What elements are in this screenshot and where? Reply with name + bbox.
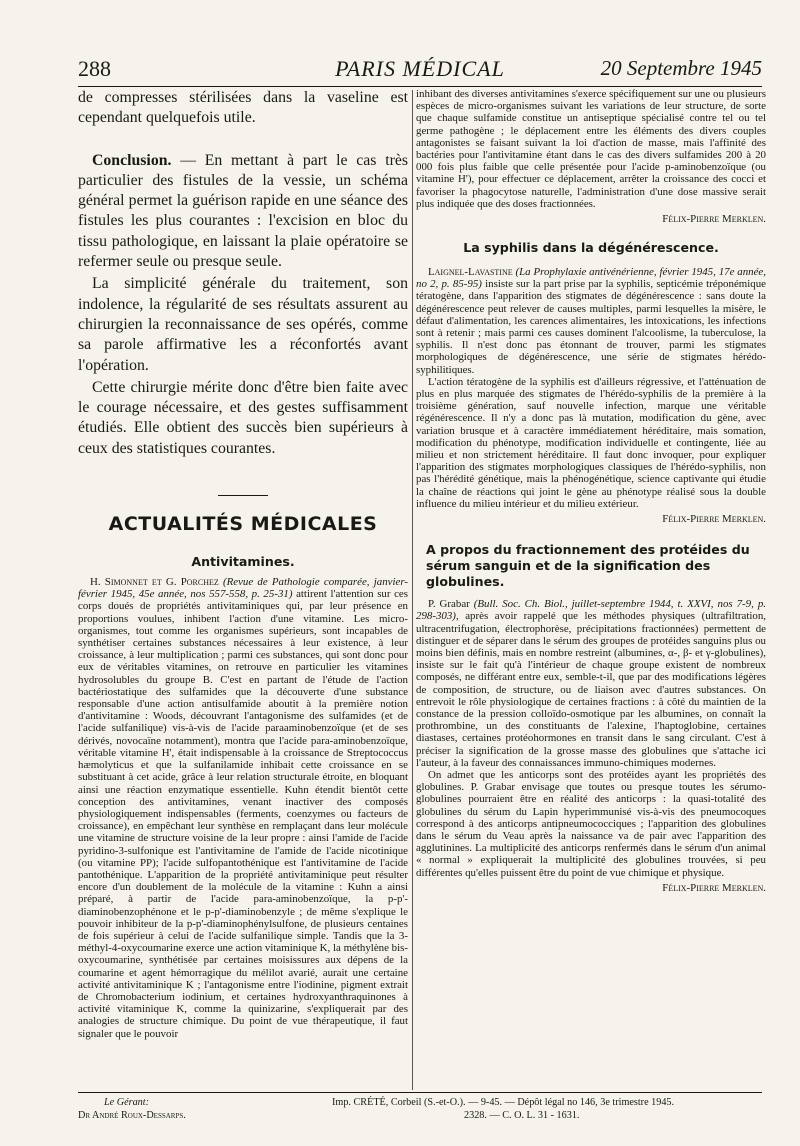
antivit-text: attirent l'attention sur ces corps doués de propriétés antivitaminiques qui, par leur présence en proportions voulues, inhibent l'action d'une vitamine. Les micro-organismes, tout comme les organismes supérieurs, sont incapables de synthétiser certaines substances nécessaires à leur existence, à leur croissance, à leur multiplication ; parmi ces substances, qui sont donc pour eux de véritables vitamines, on retrouve en particulier les vitamines hydrosolubles du groupe B. C'est en partant de l'étude de l'action bactériostatique des sulfamides que la découverte d'une substance responsable d'une action antisulfamide aboutit à la première notion d'antivitamine : Woods, découvrant l'antagonisme des sulfamides (et de l'acide sulfanilique) vis-à-vis de l'acide paraaminobenzoïque (et de ses dérivés, novocaïne notamment), montra que l'acide para-aminobenzoïque, véritable vitamine H', était indispensable à la croissance de Streptococcus hæmolyticus et que la sulfanilamide inhibait cette croissance en se substituant à cet acide, grâce à leur relation structurale étroite, en bloquant ainsi une réaction enzymatique essentielle. Kuhn étendit bientôt cette conception des antivitamines, venant inactiver des composés physiologiquement indispensables (ferments, coenzymes ou facteurs de croissance), en empêchant leur synthèse en remplaçant dans leur molécule une vitamine de structure voisine de la leur propre : ainsi l'amide de l'acide pyridino-3-sulfonique est l'antivitamine de l'amide de l'acide nicotinique (ou vitamine PP); l'acide sulfopantothénique est l'antivitamine de l'acide pantothénique. L'apparition de la propriété antivitaminique peut résulter encore d'un doublement de la molécule de la vitamine : Kuhn a ainsi préparé, à partir de l'acide para-aminobenzoïque, la p-p'-diaminobenzophénone et le p-p'-diaminobenzyle ; de même s'explique le pouvoir inhibiteur de la p-p'-diaminophénylsulfone, de plusieurs centaines de fois supérieur à celui de l'acide sulfanilique simple. Tandis que la 3-méthyl-4-oxycoumarine exerce une action vitaminique K, la méthylène bis-oxycoumarine, synthétisée par certaines moisissures aux dépens de la coumarine et agent hémorragique du mélilot avarié, aurait une certaine activité antivitaminique K ; l'antagonisme entre l'iodinine, pigment extrait de Chromobacterium iodinium, et certaines hydroxyanthraquinones à activité vitaminique K, comme la quinizarine, s'expliquerait par des analogies de structure chimique. Du point de vue thérapeutique, il faut signaler que le pouvoir [78,588,408,1040]
footer-rule [78,1092,762,1093]
proteides-paragraph-2: On admet que les anticorps sont des protéides ayant les propriétés des globulines. P. Grabar envisage que toutes ou presque toutes les sérumo-globulines pourraient être en réalité des anticorps : la quasi-totalité des globulines du sérum du Lapin hyperimmunisé vis-à-vis des pneumocoques correspond à des anticorps antipneumococciques ; l'apparition des globulines dans le sérum du Veau après la naissance va de pair avec l'apparition des agglutinines. La multiplicité des anticorps renfermés dans le sérum d'un animal « normal » expliquerait la multiplicité des globulines trouvées, si peu différentes qu'elles puissent être du point de vue chimique et physique. [416,768,766,879]
article-title-syphilis: La syphilis dans la dégénérescence. [463,240,719,256]
article-body-antivitamines [78,576,408,1040]
prot-text: , après avoir rappelé que les méthodes physiques (ultrafiltration, ultracentrifugation, électrophorèse, précipitations fractionnées) permettent de distinguer et de séparer dans le sérum des groupes de protéides sanguins plus ou moins bien définis, mais en nombre restreint (albumines, α-, β- et γ-globulines), insiste sur le fait qu'à l'intérieur de chaque groupe existent de nombreux composés, ne différant entre eux, semble-t-il, que par des modifications légères de composition, de structure, ou de liaison avec d'autres substances. On entrevoit le rôle physiologique de certaines fractions : à côté du maintien de la constance de la pression colloïdo-osmotique par les albumines, on connaît la prothrombine, un des constituants de l'alexine, l'haptoglobine, certaines diastases, certaines protéohormones en transit dans le sang circulant. C'est à préciser la signification de la grosse masse des globulines que s'attache ici l'auteur, à la faveur des connaissances immuno-chimiques modernes. [416,610,766,769]
signature-2: Félix-Pierre Merklen. [662,513,766,526]
footer-gerant [78,1096,278,1122]
article-title-antivitamines: Antivitamines. [191,554,295,570]
paragraph-simplicity: La simplicité générale du traitement, son indolence, la régularité de ses résultats assurent au chirurgien la reconnaissance de ses opérés, comme sa parole affirmative les a réconfortés avant l'opération. [78,275,408,374]
syph-reference: (La Prophylaxie antivénérienne, février 1945, 17e année, no 2, p. 85-95) [416,266,766,291]
column-divider [412,90,413,1090]
journal-title: PARIS MÉDICAL [335,56,505,81]
section-separator [218,495,268,496]
section-title: ACTUALITÉS MÉDICALES [108,513,378,536]
conclusion-text: — En mettant à part le cas très particulier des fistules de la vessie, un schéma général permet la guérison rapide en une séance des fistules les plus courantes : l'excision en bloc du tissu pathologique, en laissant la plaie opératoire se refermer seule ou presque seule. [78,151,408,271]
syphilis-paragraph-2: L'action tératogène de la syphilis est d'ailleurs régressive, et l'atténuation de plus en plus marquée des stigmates de l'hérédo-syphilis de la première à la troisième génération, sauf nouvelle infection, marque une véritable régénérescence. Il n'y a donc pas là mutation, modification du gène, avec variation brusque et à caractère immédiatement héréditaire, mais somation, modification du phénotype, modification individuelle et contingente, liée au milieu et non strictement héréditaire. Il faut donc invoquer, pour expliquer l'apparition des stigmates morphologiques classiques de l'hérédo-syphilis, non pas l'hérédité génétique, mais la phénogénétique, science captivante qui étudie la chaîne de réactions qui joint le gène au phénotype réalisé sous la double influence du milieu intérieur et du milieu extérieur. [416,375,766,510]
signature-3: Félix-Pierre Merklen. [662,881,766,894]
right-column [416,88,766,1092]
issue-date: 20 Septembre 1945 [600,56,762,80]
running-head [78,56,762,86]
page-number: 288 [78,56,111,81]
conclusion-label: Conclusion. [92,151,172,169]
paragraph-conclusion [78,151,408,273]
prot-author: P. Grabar [428,598,470,611]
paragraph-merit: Cette chirurgie mérite donc d'être bien faite avec le courage nécessaire, et des gestes suffisamment étudiés. Elle obtient des succès bien supérieurs à ceux des statistiques courantes. [78,378,408,457]
prot-reference: (Bull. Soc. Ch. Biol., juillet-septembre 1944, t. XXVI, nos 7-9, p. 298-303) [416,598,766,623]
gerant-label: Le Gérant: [104,1097,149,1108]
article-title-proteides: A propos du fractionnement des protéides du sérum sanguin et de la signification des globulines. [426,542,750,590]
header-rule [78,86,762,87]
imprint-line-1: Imp. CRÉTÉ, Corbeil (S.-et-O.). — 9-45. — Dépôt légal no 146, 3e trimestre 1945. [332,1097,675,1108]
antivit-reference: (Revue de Pathologie comparée, janvier-février 1945, 45e année, nos 557-558, p. 25-31) [78,576,408,601]
imprint-line-2: 2328. — C. O. L. 31 - 1631. [464,1110,580,1121]
footer-imprint [332,1096,762,1122]
left-column [78,88,408,1092]
paragraph-continuation: de compresses stérilisées dans la vaseline est cependant quelquefois utile. [78,89,408,127]
syphilis-paragraph-1 [416,266,766,376]
proteides-paragraph-1 [416,598,766,769]
gerant-name: Dr André Roux-Dessarps. [78,1110,186,1121]
antivit-authors: H. Simonnet et G. Porchez [90,576,219,589]
syph-author: Laignel-Lavastine [428,266,513,279]
page-footer [78,1096,762,1136]
syph-text: insiste sur la part prise par la syphilis, septicémie tréponémique tératogène, dans l'apparition des stigmates de dégénérescence : sans doute la dégénérescence peut relever de causes multiples, parmi lesquelles la misère, le défaut d'alimentation, les carences alimentaires, les intoxications, les infections sont à retenir ; mais parmi ces causes dominent l'alcoolisme, la tuberculose, la syphilis. Il n'est donc pas étonnant de trouver, parmi les stigmates morphologiques de dégénérescence, une série de stigmates hérédo-syphilitiques. [416,278,766,376]
antivit-continuation: inhibant des diverses antivitamines s'exerce spécifiquement sur une ou plusieurs espèces de micro-organismes suivant les variations de leur structure, de sorte que chaque sulfamide constitue un antiseptique spécialisé contre tel ou tel germe pathogène ; le déplacement entre les éléments des divers couples antagonistes se faisant suivant la loi d'action de masse, mais l'affinité des bactéries pour l'antivitamine étant dans le cas des divers sulfamides 200 à 20 000 fois plus faible que celle présentée pour l'acide p-aminobenzoïque (ou vitamine H'), pour effectuer ce déplacement, arrêter la croissance des cocci et favoriser la phagocytose naturelle, l'administration d'une dose massive serait plus indiquée que des doses fractionnées. [416,88,766,210]
signature-1: Félix-Pierre Merklen. [662,213,766,226]
